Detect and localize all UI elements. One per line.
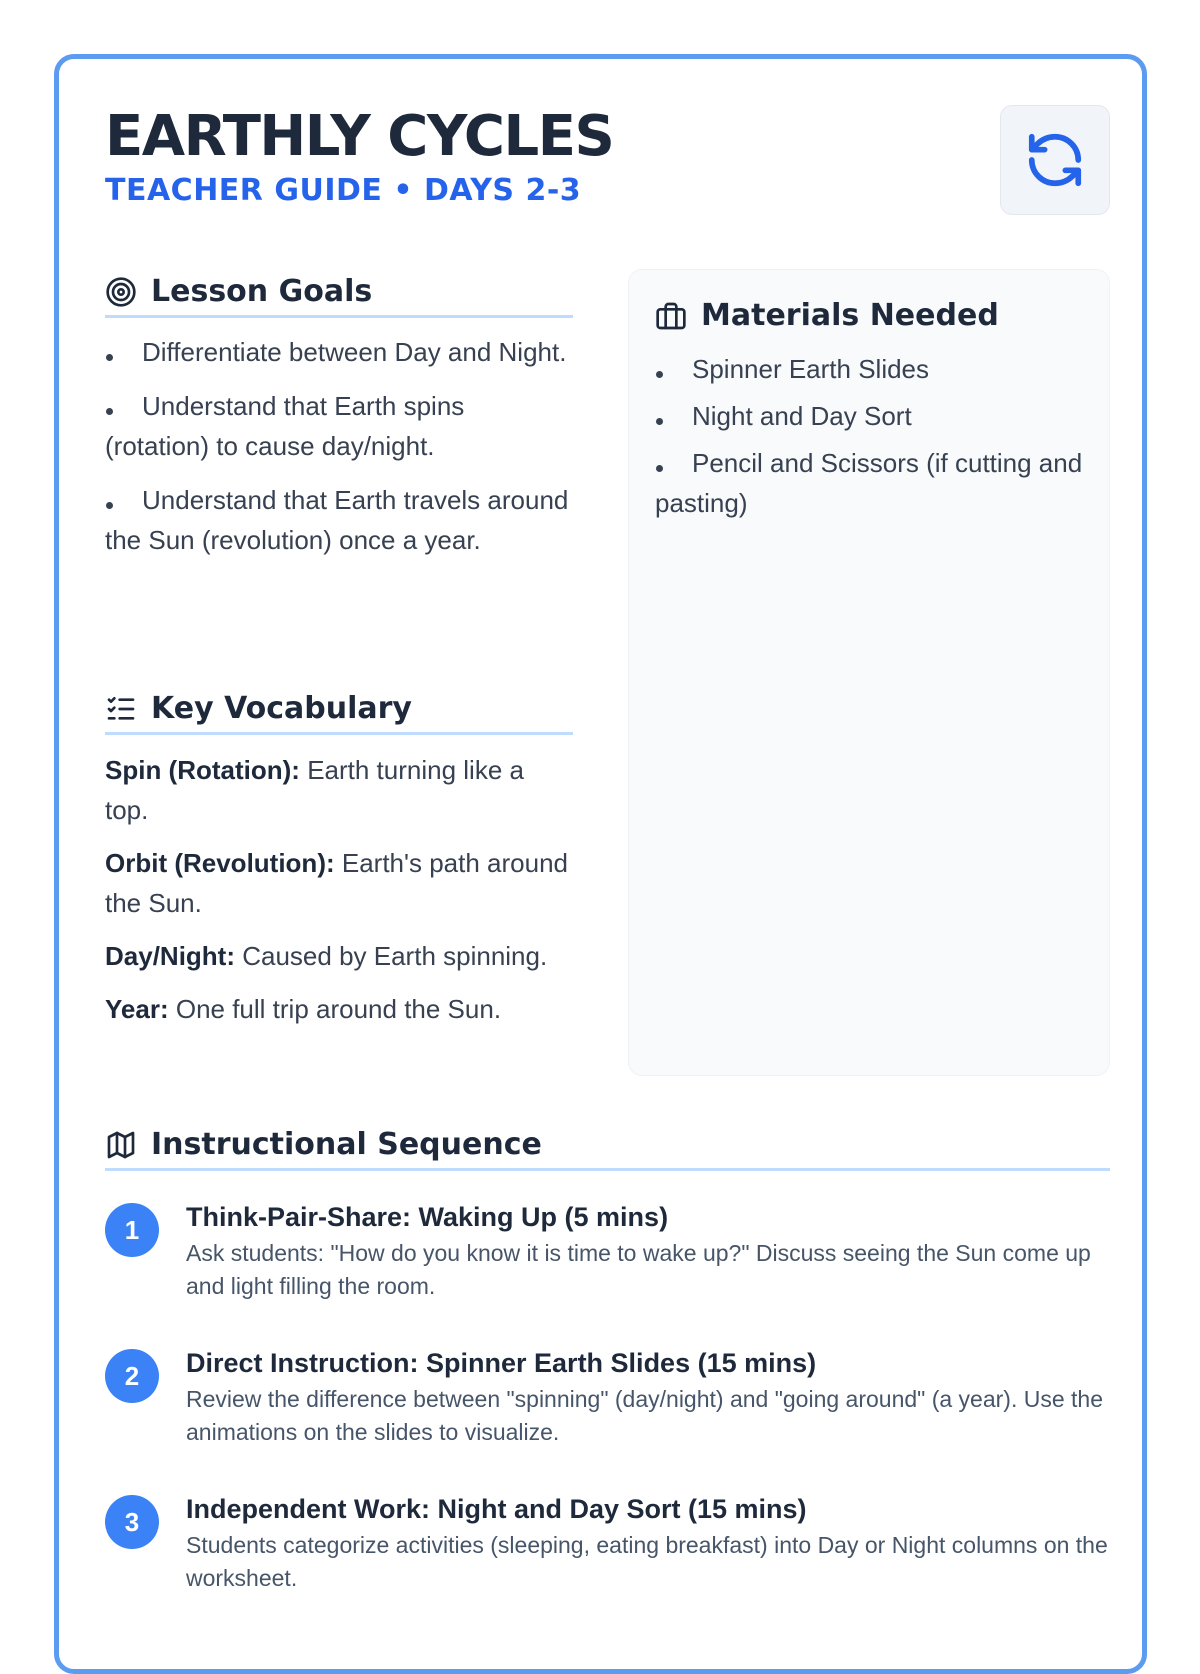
- materials-panel: [628, 269, 1110, 1076]
- steps-list: [105, 1185, 1110, 1623]
- step-title: Independent Work: Night and Day Sort (15 mins): [186, 1494, 807, 1524]
- page-subtitle: TEACHER GUIDE • DAYS 2-3: [105, 173, 582, 208]
- step-number-badge: 3: [105, 1495, 159, 1549]
- lesson-goals-heading: [105, 274, 573, 318]
- sequence-title: Instructional Sequence: [151, 1127, 542, 1162]
- list-item: Understand that Earth spins (rotation) to cause day/night.: [105, 391, 465, 461]
- step-number-badge: 1: [105, 1203, 159, 1257]
- materials-list: [655, 349, 1083, 523]
- header: [105, 105, 613, 211]
- list-item: Differentiate between Day and Night.: [142, 337, 567, 367]
- materials-title: Materials Needed: [701, 298, 999, 333]
- step-description: Ask students: "How do you know it is time to wake up?" Discuss seeing the Sun come up and light filling the room.: [186, 1240, 1091, 1299]
- lesson-goals-title: Lesson Goals: [151, 274, 373, 309]
- vocab-item: Spin (Rotation): Earth turning like a top.: [105, 755, 524, 825]
- step-number-badge: 2: [105, 1349, 159, 1403]
- lesson-goals-list: [105, 332, 573, 560]
- vocab-item: Year: One full trip around the Sun.: [105, 994, 502, 1024]
- key-vocabulary-title: Key Vocabulary: [151, 691, 412, 726]
- key-vocabulary-section: [105, 691, 573, 1042]
- teacher-guide-card: [54, 54, 1147, 1674]
- step-description: Students categorize activities (sleeping, eating breakfast) into Day or Night columns on the worksheet.: [186, 1532, 1108, 1591]
- vocab-item: Day/Night: Caused by Earth spinning.: [105, 941, 548, 971]
- list-item: Spinner Earth Slides: [692, 354, 930, 384]
- lesson-goals-section: [105, 274, 573, 574]
- sequence-step: [105, 1185, 1110, 1331]
- checklist-icon: [105, 693, 137, 725]
- materials-heading: [655, 298, 1083, 333]
- sequence-step: [105, 1331, 1110, 1477]
- target-icon: [105, 276, 137, 308]
- sequence-step: [105, 1477, 1110, 1623]
- list-item: Understand that Earth travels around the Sun (revolution) once a year.: [105, 485, 569, 555]
- vocab-item: Orbit (Revolution): Earth's path around the Sun.: [105, 848, 568, 918]
- instructional-sequence-section: [105, 1127, 1110, 1623]
- vocabulary-list: [105, 750, 573, 1029]
- step-description: Review the difference between "spinning" (day/night) and "going around" (a year). Use the animations on the slides to visualize.: [186, 1386, 1104, 1445]
- page-title: EARTHLY CYCLES: [105, 104, 614, 169]
- refresh-button[interactable]: [1000, 105, 1110, 215]
- list-item: Pencil and Scissors (if cutting and pasting): [655, 448, 1083, 518]
- sequence-heading: [105, 1127, 1110, 1171]
- map-icon: [105, 1129, 137, 1161]
- briefcase-icon: [655, 300, 687, 332]
- list-item: Night and Day Sort: [692, 401, 912, 431]
- step-title: Think-Pair-Share: Waking Up (5 mins): [186, 1202, 669, 1232]
- step-title: Direct Instruction: Spinner Earth Slides (15 mins): [186, 1348, 817, 1378]
- refresh-icon: [1024, 129, 1086, 191]
- key-vocabulary-heading: [105, 691, 573, 735]
